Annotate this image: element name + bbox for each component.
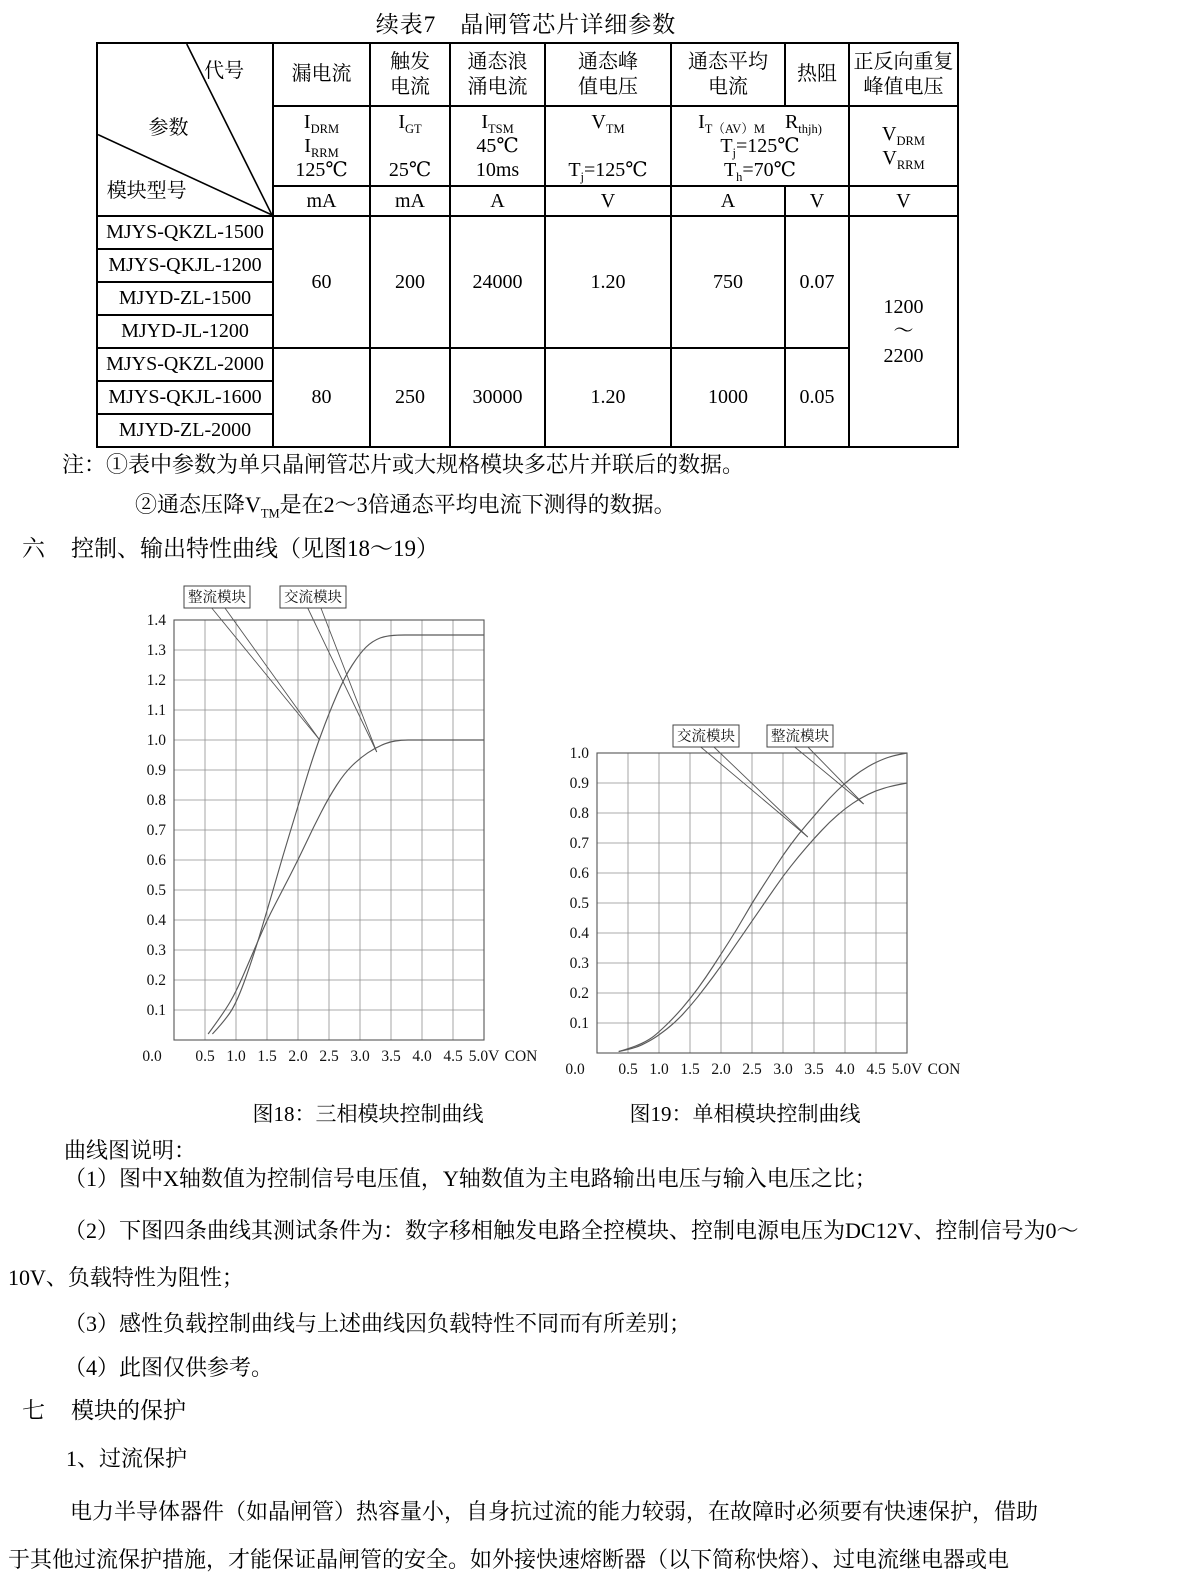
y-tick-label: 1.2 (146, 672, 166, 689)
parameter-table-wrap (96, 42, 959, 448)
curve-note-1: （1）图中X轴数值为控制信号电压值，Y轴数值为主电路输出电压与输入电压之比； (64, 1166, 877, 1191)
x-tick-label: 2.5 (319, 1048, 339, 1065)
y-tick-label: 0.9 (146, 762, 166, 779)
value-cell: 1.20 (545, 216, 671, 348)
subsection-overcurrent: 1、过流保护 (66, 1446, 188, 1471)
y-tick-label: 0.6 (569, 865, 589, 882)
note-line-1: 注：①表中参数为单只晶闸管芯片或大规格模块多芯片并联后的数据。 (62, 452, 745, 477)
figure19-caption: 图19：单相模块控制曲线 (629, 1102, 861, 1126)
col-header: 漏电流 (273, 43, 370, 106)
three-phase-control-curve-chart (96, 575, 566, 1075)
curve-note-2b: 10V、负载特性为阻性； (8, 1265, 244, 1290)
x-tick-label: 4.5 (443, 1048, 463, 1065)
section-title: 控制、输出特性曲线（见图18～19） (71, 536, 439, 561)
annotation-label: 整流模块 (771, 729, 829, 745)
y-tick-label: 0.7 (569, 835, 589, 852)
curve-notes-title: 曲线图说明： (64, 1138, 197, 1163)
unit-cell: V (785, 186, 849, 216)
annotation-label: 整流模块 (188, 590, 246, 606)
unit-cell: A (671, 186, 785, 216)
model-cell: MJYD-JL-1200 (97, 315, 273, 348)
y-tick-label: 0.3 (569, 955, 589, 972)
x-tick-label: 2.0 (711, 1061, 731, 1078)
section-number: 六 (22, 536, 45, 561)
symbol-cell: $I_{DRM}$ $I_{RRM}$ 125℃ (273, 106, 370, 186)
curve-note-4: （4）此图仅供参考。 (64, 1355, 274, 1380)
model-cell: MJYS-QKZL-1500 (97, 216, 273, 249)
table-corner-cell (97, 43, 273, 216)
y-tick-label: 1.4 (146, 612, 166, 629)
x-tick-label: 3.5 (381, 1048, 401, 1065)
value-cell: 60 (273, 216, 370, 348)
parameter-table (96, 42, 959, 448)
chart-figure19 (545, 700, 995, 1095)
y-tick-label: 0.2 (146, 972, 166, 989)
figure18-caption: 图18：三相模块控制曲线 (252, 1102, 484, 1126)
symbol-cell: $I_{TSM}$ 45℃ 10ms (450, 106, 545, 186)
x-tick-label: 0.5 (195, 1048, 215, 1065)
model-cell: MJYD-ZL-2000 (97, 414, 273, 447)
y-tick-label: 0.9 (569, 775, 589, 792)
col-header: 热阻 (785, 43, 849, 106)
x-tick-label: 1.0 (226, 1048, 246, 1065)
annotation-leader (714, 747, 808, 837)
curve-series-0 (212, 635, 484, 1034)
value-cell: 80 (273, 348, 370, 447)
curve-series-1 (208, 740, 484, 1034)
value-cell: 1000 (671, 348, 785, 447)
x-tick-label: 2.5 (742, 1061, 762, 1078)
x-axis-end-label: CON (504, 1048, 538, 1065)
y-tick-label: 0.8 (569, 805, 589, 822)
value-cell: 200 (370, 216, 450, 348)
single-phase-control-curve-chart (545, 700, 995, 1090)
section-heading-seven (22, 1392, 186, 1425)
col-header: 正反向重复 峰值电压 (849, 43, 958, 106)
symbol-cell: $V_{DRM}$ $V_{RRM}$ (849, 106, 958, 186)
chart-figure18 (96, 575, 566, 1080)
model-cell: MJYS-QKJL-1600 (97, 381, 273, 414)
y-tick-label: 0.6 (146, 852, 166, 869)
value-cell: 750 (671, 216, 785, 348)
x-tick-label: 0.5 (618, 1061, 638, 1078)
y-tick-label: 1.0 (569, 745, 589, 762)
x-tick-label: 5.0V (468, 1048, 500, 1065)
annotation-leader (212, 608, 320, 740)
paragraph-line-2: 于其他过流保护措施，才能保证晶闸管的安全。如外接快速熔断器（以下简称快熔）、过电流继电器或电 (8, 1547, 1010, 1572)
origin-label: 0.0 (142, 1048, 162, 1065)
unit-cell: A (450, 186, 545, 216)
x-tick-label: 4.0 (412, 1048, 432, 1065)
model-cell: MJYD-ZL-1500 (97, 282, 273, 315)
value-cell: 24000 (450, 216, 545, 348)
y-tick-label: 0.3 (146, 942, 166, 959)
curve-series-0 (619, 753, 907, 1052)
symbol-cell: $V_{TM}$ $T_j=125℃$ (545, 106, 671, 186)
x-tick-label: 2.0 (288, 1048, 308, 1065)
x-axis-end-label: CON (927, 1061, 961, 1078)
symbol-cell: $I_{GT}$ 25℃ (370, 106, 450, 186)
value-cell: 1.20 (545, 348, 671, 447)
curve-note-2a: （2）下图四条曲线其测试条件为：数字移相触发电路全控模块、控制电源电压为DC12V、控制信号为0～ (64, 1218, 1079, 1243)
unit-cell: mA (370, 186, 450, 216)
symbol-cell: $I_{T(AV)M}$ $R_{thjh)}$ $T_j=125℃$ $T_h=70℃$ (671, 106, 849, 186)
unit-cell: mA (273, 186, 370, 216)
y-tick-label: 0.5 (569, 895, 589, 912)
note-line-2: ②通态压降$V_{TM}$是在2～3倍通态平均电流下测得的数据。 (135, 492, 676, 521)
table-row (97, 348, 958, 381)
page-title: 续表7 晶闸管芯片详细参数 (375, 12, 677, 37)
y-tick-label: 0.1 (569, 1015, 589, 1032)
section-title: 模块的保护 (71, 1398, 186, 1423)
col-header: 通态平均 电流 (671, 43, 785, 106)
x-tick-label: 3.0 (773, 1061, 793, 1078)
x-tick-label: 1.0 (649, 1061, 669, 1078)
section-number: 七 (22, 1398, 45, 1423)
annotation-leader (225, 608, 320, 740)
y-tick-label: 0.5 (146, 882, 166, 899)
value-cell-vdrm: 1200 ～ 2200 (849, 216, 958, 447)
value-cell: 0.07 (785, 216, 849, 348)
y-tick-label: 1.0 (146, 732, 166, 749)
annotation-leader (795, 747, 864, 804)
corner-label-code: 代号 (204, 60, 245, 83)
model-cell: MJYS-QKJL-1200 (97, 249, 273, 282)
value-cell: 30000 (450, 348, 545, 447)
annotation-label: 交流模块 (284, 590, 342, 606)
x-tick-label: 3.0 (350, 1048, 370, 1065)
model-cell: MJYS-QKZL-2000 (97, 348, 273, 381)
unit-cell: V (545, 186, 671, 216)
value-cell: 250 (370, 348, 450, 447)
corner-label-model: 模块型号 (106, 180, 187, 203)
section-heading-six (22, 530, 439, 563)
corner-label-param: 参数 (148, 116, 189, 139)
col-header: 触发 电流 (370, 43, 450, 106)
x-tick-label: 5.0V (891, 1061, 923, 1078)
x-tick-label: 4.5 (866, 1061, 886, 1078)
y-tick-label: 1.1 (146, 702, 166, 719)
y-tick-label: 0.4 (146, 912, 166, 929)
curve-note-3: （3）感性负载控制曲线与上述曲线因负载特性不同而有所差别； (64, 1311, 692, 1336)
y-tick-label: 0.7 (146, 822, 166, 839)
col-header: 通态峰 值电压 (545, 43, 671, 106)
y-tick-label: 0.2 (569, 985, 589, 1002)
col-header: 通态浪 涌电流 (450, 43, 545, 106)
x-tick-label: 1.5 (680, 1061, 700, 1078)
value-cell: 0.05 (785, 348, 849, 447)
annotation-leader (701, 747, 808, 837)
x-tick-label: 1.5 (257, 1048, 277, 1065)
y-tick-label: 0.4 (569, 925, 589, 942)
x-tick-label: 4.0 (835, 1061, 855, 1078)
paragraph-line-1: 电力半导体器件（如晶闸管）热容量小，自身抗过流的能力较弱，在故障时必须要有快速保护，借助 (70, 1499, 1039, 1524)
curve-series-1 (619, 783, 907, 1052)
x-tick-label: 3.5 (804, 1061, 824, 1078)
unit-cell: V (849, 186, 958, 216)
annotation-label: 交流模块 (677, 729, 735, 745)
y-tick-label: 1.3 (146, 642, 166, 659)
origin-label: 0.0 (565, 1061, 585, 1078)
y-tick-label: 0.8 (146, 792, 166, 809)
table-row (97, 216, 958, 249)
y-tick-label: 0.1 (146, 1002, 166, 1019)
